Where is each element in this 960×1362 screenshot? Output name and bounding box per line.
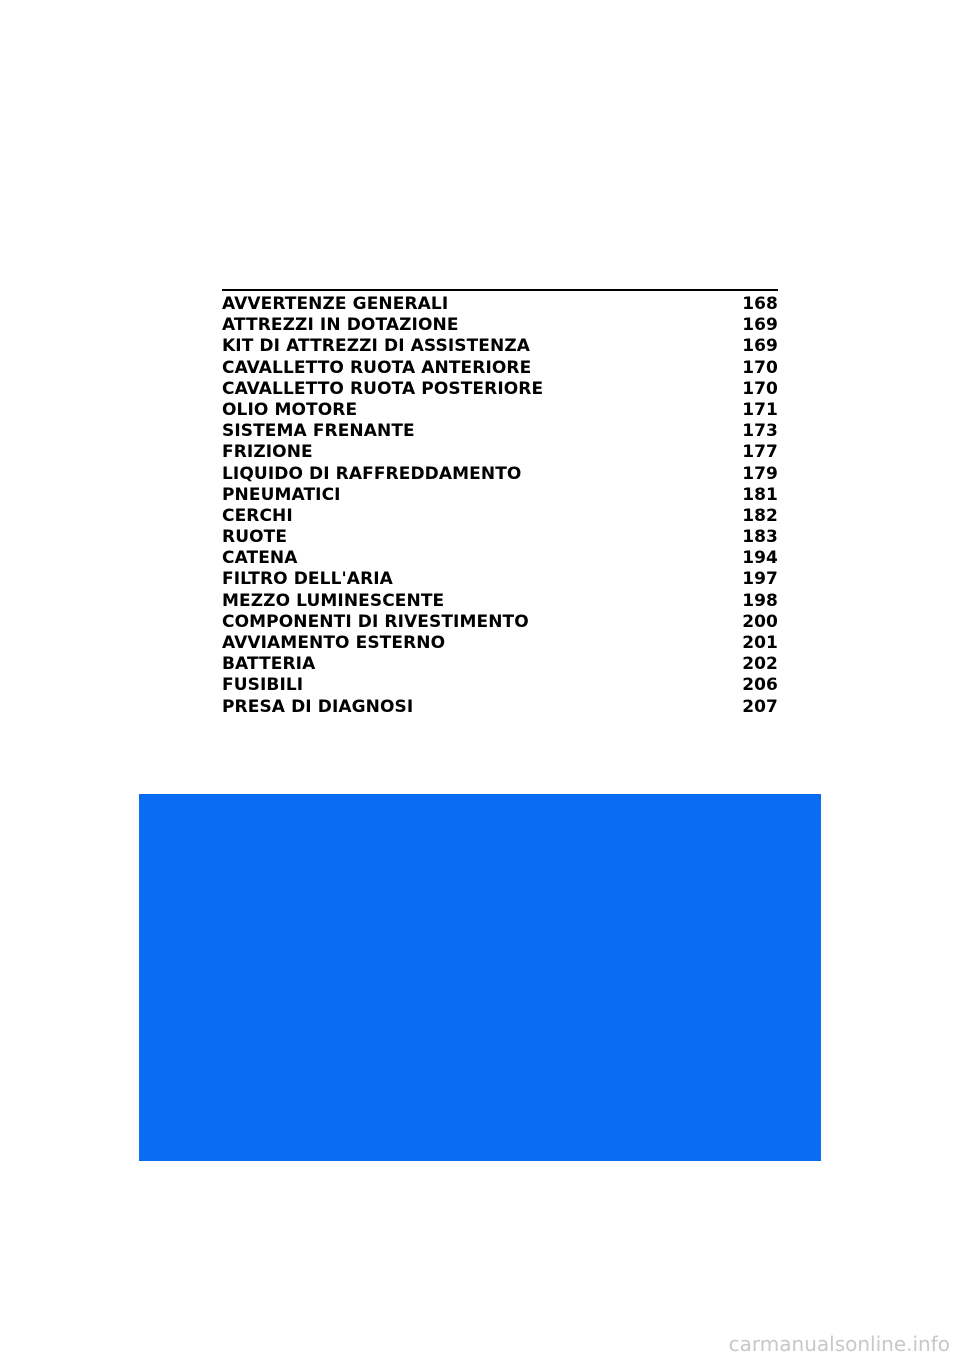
toc-entry-title: LIQUIDO DI RAFFREDDAMENTO <box>222 463 522 484</box>
toc-entry[interactable] <box>222 591 778 612</box>
toc-entry[interactable] <box>222 400 778 421</box>
toc-entry-title: MEZZO LUMINESCENTE <box>222 590 445 611</box>
toc-entry[interactable] <box>222 442 778 463</box>
toc-entry-page: 168 <box>742 294 778 314</box>
toc-entry[interactable] <box>222 421 778 442</box>
toc-entry[interactable] <box>222 358 778 379</box>
toc-entry-title: FRIZIONE <box>222 442 313 463</box>
toc-entry[interactable] <box>222 464 778 485</box>
toc-entry[interactable] <box>222 315 778 336</box>
toc-entry[interactable] <box>222 675 778 696</box>
toc-entry[interactable] <box>222 336 778 357</box>
toc-entry-page: 207 <box>742 696 778 717</box>
toc-entry-title: CAVALLETTO RUOTA ANTERIORE <box>222 357 532 378</box>
toc-entry-page: 206 <box>742 675 778 696</box>
toc-entry-title: AVVIAMENTO ESTERNO <box>222 633 446 653</box>
toc-entry-page: 173 <box>742 421 778 442</box>
toc-entry-page: 170 <box>742 378 778 399</box>
toc-entry-title: ATTREZZI IN DOTAZIONE <box>222 315 459 336</box>
toc-entry-page: 198 <box>742 590 778 611</box>
toc-entry[interactable] <box>222 612 778 633</box>
toc-entry-page: 202 <box>742 654 778 675</box>
toc-entry-title: PNEUMATICI <box>222 484 341 505</box>
toc-entry-page: 179 <box>742 463 778 484</box>
toc-entry-title: COMPONENTI DI RIVESTIMENTO <box>222 611 529 632</box>
toc-entry-title: OLIO MOTORE <box>222 399 358 420</box>
toc-entry[interactable] <box>222 697 778 718</box>
toc-entry[interactable] <box>222 548 778 569</box>
toc-entry[interactable] <box>222 506 778 527</box>
toc-entry[interactable] <box>222 379 778 400</box>
toc-entry-title: CATENA <box>222 548 298 569</box>
toc-entry-page: 200 <box>742 611 778 632</box>
toc-entry-page: 183 <box>742 527 778 548</box>
watermark: carmanualsonline.info <box>728 1332 950 1356</box>
toc-entry-page: 171 <box>742 399 778 420</box>
toc-entry[interactable] <box>222 633 778 654</box>
toc-entry[interactable] <box>222 569 778 590</box>
toc-entry-page: 197 <box>742 569 778 590</box>
toc-entry-page: 169 <box>742 315 778 336</box>
toc-entry-title: FILTRO DELL'ARIA <box>222 569 393 590</box>
toc-entry-page: 169 <box>742 336 778 357</box>
toc-entry-title: CERCHI <box>222 505 293 526</box>
toc-entry-title: AVVERTENZE GENERALI <box>222 294 449 314</box>
toc-entry-page: 177 <box>742 442 778 463</box>
toc-entry[interactable] <box>222 294 778 315</box>
toc-entry-page: 170 <box>742 357 778 378</box>
toc-entry-title: BATTERIA <box>222 654 316 675</box>
toc-entry-page: 182 <box>742 505 778 526</box>
toc-entry[interactable] <box>222 654 778 675</box>
toc-entry-page: 201 <box>742 633 778 653</box>
toc-entry-page: 181 <box>742 484 778 505</box>
toc-entry[interactable] <box>222 485 778 506</box>
toc-entry-title: FUSIBILI <box>222 675 304 696</box>
toc-entry-title: SISTEMA FRENANTE <box>222 421 415 442</box>
toc-entry[interactable] <box>222 527 778 548</box>
toc-entry-title: PRESA DI DIAGNOSI <box>222 696 414 717</box>
toc-entry-title: CAVALLETTO RUOTA POSTERIORE <box>222 378 544 399</box>
toc-entry-title: RUOTE <box>222 527 288 548</box>
table-of-contents <box>222 289 778 718</box>
blue-cover-panel <box>139 794 821 1161</box>
toc-entry-page: 194 <box>742 548 778 569</box>
toc-entry-title: KIT DI ATTREZZI DI ASSISTENZA <box>222 336 531 357</box>
